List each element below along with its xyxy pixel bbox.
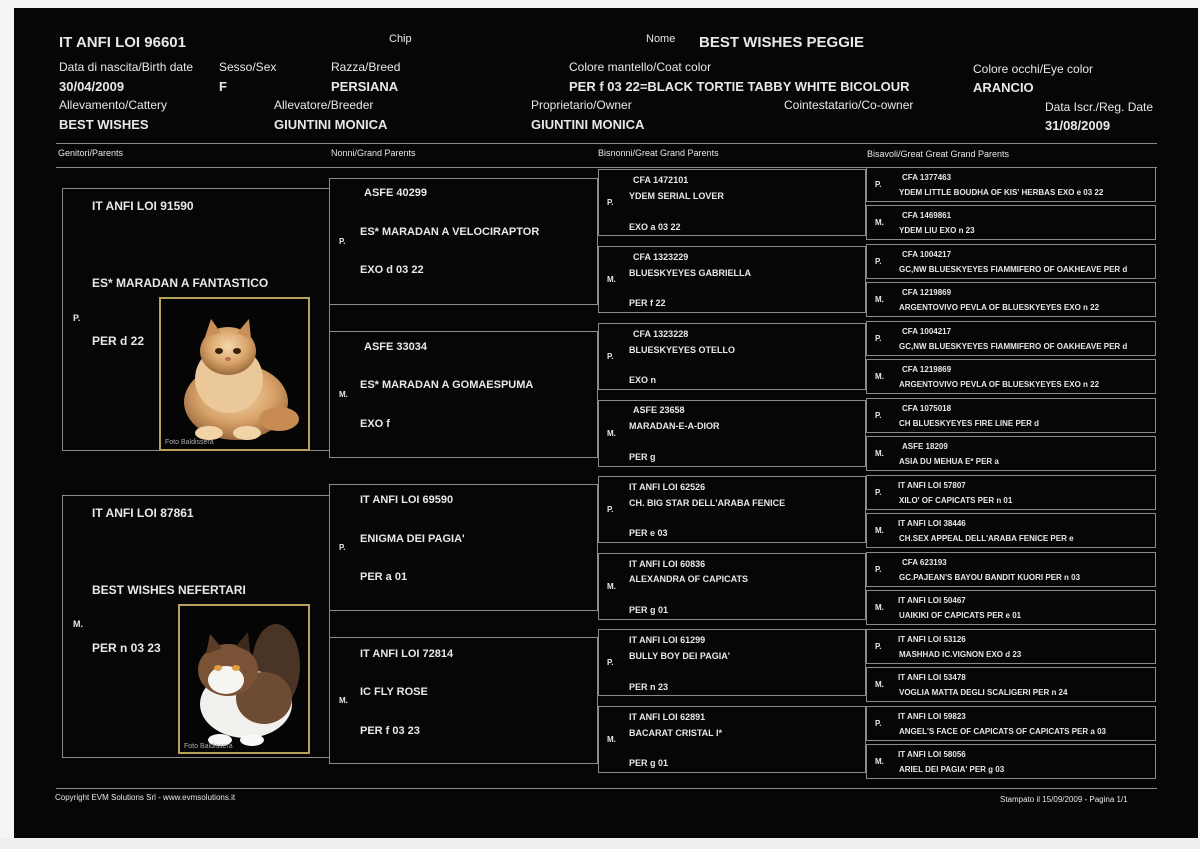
gg-color: PER g 01 — [629, 758, 669, 768]
grandparent-mark: P. — [339, 237, 346, 246]
col-grandparents: Nonni/Grand Parents — [331, 148, 416, 158]
ggg-line: CH BLUESKYEYES FIRE LINE PER d — [899, 419, 1040, 428]
ggg-mark: M. — [875, 449, 884, 458]
gg-reg: IT ANFI LOI 61299 — [629, 635, 706, 645]
birth-date: 30/04/2009 — [59, 79, 125, 94]
grandparent-mark: M. — [339, 696, 348, 705]
parent-color: PER n 03 23 — [92, 641, 161, 655]
ggg-reg: IT ANFI LOI 58056 — [898, 750, 966, 759]
ggg-mark: P. — [875, 180, 882, 189]
ggg-mark: M. — [875, 295, 884, 304]
parent-reg: IT ANFI LOI 87861 — [92, 506, 194, 520]
gg-reg: IT ANFI LOI 62526 — [629, 482, 706, 492]
eye-value: ARANCIO — [973, 80, 1034, 95]
parent-color: PER d 22 — [92, 334, 145, 348]
photo-credit: Foto Baldissera — [184, 743, 233, 750]
gg-name: YDEM SERIAL LOVER — [629, 191, 724, 201]
gg-name: BACARAT CRISTAL I* — [629, 728, 722, 738]
ggg-line: XILO' OF CAPICATS PER n 01 — [899, 496, 1013, 505]
gg-color: EXO n — [629, 375, 657, 385]
ggg-line: ARGENTOVIVO PEVLA OF BLUESKYEYES EXO n 22 — [899, 380, 1100, 389]
scan-margin — [0, 838, 1200, 849]
photo-credit: Foto Baldissera — [165, 439, 214, 446]
footer-divider — [56, 788, 1157, 789]
cat-name: BEST WISHES PEGGIE — [699, 34, 865, 51]
gg-color: PER f 22 — [629, 298, 666, 308]
grandparent-name: ENIGMA DEI PAGIA' — [360, 533, 465, 545]
col-parents: Genitori/Parents — [58, 148, 124, 158]
ggg-mark: M. — [875, 757, 884, 766]
col-great-grandparents: Bisnonni/Great Grand Parents — [598, 148, 719, 158]
gg-mark: M. — [607, 582, 616, 591]
ggg-line: ANGEL'S FACE OF CAPICATS OF CAPICATS PER a 03 — [899, 727, 1106, 736]
ggg-reg: CFA 1075018 — [902, 404, 952, 413]
owner-value: GIUNTINI MONICA — [531, 117, 645, 132]
gg-mark: M. — [607, 275, 616, 284]
reg-number: IT ANFI LOI 96601 — [59, 34, 186, 51]
gg-reg: CFA 1323229 — [633, 252, 689, 262]
grandparent-color: PER a 01 — [360, 571, 408, 583]
gg-reg: CFA 1472101 — [633, 175, 689, 185]
ggg-reg: IT ANFI LOI 57807 — [898, 481, 966, 490]
ggg-mark: M. — [875, 218, 884, 227]
ggg-reg: CFA 1004217 — [902, 250, 952, 259]
parent-name: ES* MARADAN A FANTASTICO — [92, 276, 269, 290]
ggg-line: GC,NW BLUESKYEYES FIAMMIFERO OF OAKHEAVE PER d — [899, 265, 1128, 274]
dam-photo — [178, 604, 310, 754]
gg-name: CH. BIG STAR DELL'ARABA FENICE — [629, 498, 786, 508]
ggg-mark: M. — [875, 526, 884, 535]
ggg-line: GC,NW BLUESKYEYES FIAMMIFERO OF OAKHEAVE PER d — [899, 342, 1128, 351]
gg-color: PER n 23 — [629, 682, 669, 692]
breeder-value: GIUNTINI MONICA — [274, 117, 388, 132]
gg-color: PER g — [629, 452, 656, 462]
ggg-mark: P. — [875, 411, 882, 420]
ggg-reg: CFA 1377463 — [902, 173, 952, 182]
gg-reg: CFA 1323228 — [633, 329, 689, 339]
coat-value: PER f 03 22=BLACK TORTIE TABBY WHITE BICOLOUR — [569, 79, 910, 94]
grandparent-reg: IT ANFI LOI 69590 — [360, 494, 454, 506]
cattery-value: BEST WISHES — [59, 117, 149, 132]
sex-label: Sesso/Sex — [219, 60, 277, 74]
reg-date-label: Data Iscr./Reg. Date — [1045, 100, 1154, 114]
ggg-mark: M. — [875, 372, 884, 381]
reg-date-value: 31/08/2009 — [1045, 118, 1111, 133]
ggg-reg: ASFE 18209 — [902, 442, 948, 451]
ggg-line: YDEM LIU EXO n 23 — [899, 226, 975, 235]
name-label: Nome — [646, 33, 676, 45]
header-divider — [56, 143, 1157, 144]
gg-mark: P. — [607, 658, 614, 667]
gg-name: ALEXANDRA OF CAPICATS — [629, 574, 748, 584]
printed-info: Stampato il 15/09/2009 - Pagina 1/1 — [1000, 795, 1128, 804]
copyright: Copyright EVM Solutions Srl - www.evmsolutions.it — [55, 793, 236, 802]
owner-label: Proprietario/Owner — [531, 98, 632, 112]
grandparent-name: ES* MARADAN A VELOCIRAPTOR — [360, 226, 540, 238]
gg-reg: IT ANFI LOI 62891 — [629, 712, 706, 722]
gg-mark: P. — [607, 352, 614, 361]
ggg-line: UAIKIKI OF CAPICATS PER e 01 — [899, 611, 1022, 620]
grandparent-mark: M. — [339, 390, 348, 399]
ggg-mark: P. — [875, 334, 882, 343]
gg-color: PER g 01 — [629, 605, 669, 615]
grandparent-reg: ASFE 33034 — [364, 341, 427, 353]
gg-color: EXO a 03 22 — [629, 222, 681, 232]
grandparent-name: ES* MARADAN A GOMAESPUMA — [360, 379, 534, 391]
ggg-line: ASIA DU MEHUA E* PER a — [899, 457, 999, 466]
sex-value: F — [219, 79, 227, 94]
ggg-line: VOGLIA MATTA DEGLI SCALIGERI PER n 24 — [899, 688, 1068, 697]
ggg-reg: CFA 1219869 — [902, 288, 952, 297]
tortie-persian-cat-image — [180, 606, 308, 752]
grandparent-reg: ASFE 40299 — [364, 187, 427, 199]
birth-label: Data di nascita/Birth date — [59, 60, 194, 74]
gg-mark: P. — [607, 505, 614, 514]
coowner-label: Cointestatario/Co-owner — [784, 98, 914, 112]
chip-label: Chip — [389, 33, 412, 45]
gg-color: PER e 03 — [629, 528, 668, 538]
parent-name: BEST WISHES NEFERTARI — [92, 583, 246, 597]
ggg-reg: IT ANFI LOI 59823 — [898, 712, 966, 721]
gg-mark: M. — [607, 735, 616, 744]
grandparent-color: PER f 03 23 — [360, 725, 420, 737]
grandparent-name: IC FLY ROSE — [360, 686, 428, 698]
ggg-mark: P. — [875, 257, 882, 266]
ggg-line: YDEM LITTLE BOUDHA OF KIS' HERBAS EXO e 03 22 — [899, 188, 1104, 197]
ggg-line: CH.SEX APPEAL DELL'ARABA FENICE PER e — [899, 534, 1074, 543]
eye-label: Colore occhi/Eye color — [973, 62, 1094, 76]
ggg-line: ARGENTOVIVO PEVLA OF BLUESKYEYES EXO n 22 — [899, 303, 1100, 312]
ggg-reg: IT ANFI LOI 38446 — [898, 519, 966, 528]
breed-value: PERSIANA — [331, 79, 399, 94]
breed-label: Razza/Breed — [331, 60, 401, 74]
grandparent-color: EXO f — [360, 418, 390, 430]
ggg-reg: IT ANFI LOI 50467 — [898, 596, 966, 605]
gg-mark: M. — [607, 429, 616, 438]
gg-reg: IT ANFI LOI 60836 — [629, 559, 706, 569]
ggg-reg: CFA 1469861 — [902, 211, 952, 220]
ggg-mark: M. — [875, 680, 884, 689]
grandparent-color: EXO d 03 22 — [360, 264, 424, 276]
gg-name: BLUESKYEYES OTELLO — [629, 345, 736, 355]
ggg-mark: P. — [875, 565, 882, 574]
ggg-reg: CFA 1219869 — [902, 365, 952, 374]
ggg-line: GC.PAJEAN'S BAYOU BANDIT KUORI PER n 03 — [899, 573, 1081, 582]
ggg-mark: P. — [875, 488, 882, 497]
sire-photo — [159, 297, 310, 451]
gg-name: BLUESKYEYES GABRIELLA — [629, 268, 752, 278]
coat-label: Colore mantello/Coat color — [569, 60, 712, 74]
gg-name: BULLY BOY DEI PAGIA' — [629, 651, 730, 661]
breeder-label: Allevatore/Breeder — [274, 98, 374, 112]
ggg-reg: IT ANFI LOI 53478 — [898, 673, 966, 682]
parent-reg: IT ANFI LOI 91590 — [92, 199, 194, 213]
cattery-label: Allevamento/Cattery — [59, 98, 168, 112]
red-persian-cat-image — [161, 299, 308, 449]
ggg-mark: P. — [875, 719, 882, 728]
ggg-reg: IT ANFI LOI 53126 — [898, 635, 966, 644]
parent-mark: P. — [73, 313, 81, 323]
ggg-mark: P. — [875, 642, 882, 651]
gg-mark: P. — [607, 198, 614, 207]
grandparent-reg: IT ANFI LOI 72814 — [360, 648, 454, 660]
grandparent-mark: P. — [339, 543, 346, 552]
ggg-mark: M. — [875, 603, 884, 612]
ggg-line: ARIEL DEI PAGIA' PER g 03 — [899, 765, 1005, 774]
gg-name: MARADAN-E-A-DIOR — [629, 421, 720, 431]
parent-mark: M. — [73, 619, 83, 629]
ggg-reg: CFA 1004217 — [902, 327, 952, 336]
col-great-great: Bisavoli/Great Great Grand Parents — [867, 149, 1010, 159]
gg-reg: ASFE 23658 — [633, 405, 685, 415]
ggg-line: MASHHAD IC.VIGNON EXO d 23 — [899, 650, 1022, 659]
ggg-reg: CFA 623193 — [902, 558, 947, 567]
